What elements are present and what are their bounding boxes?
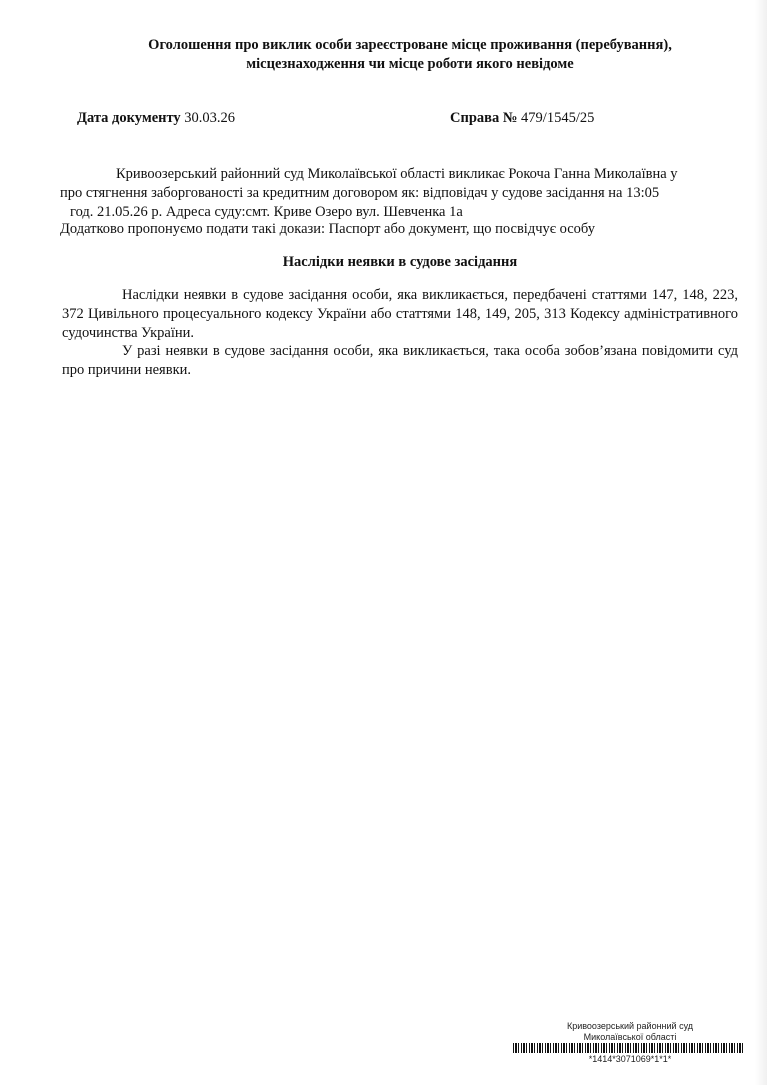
case-value: 479/1545/25 xyxy=(521,110,595,126)
barcode-text: *1414*3071069*1*1* xyxy=(588,1054,672,1064)
summons-line-1: Кривоозерський районний суд Миколаївської області викликає Рокоча Ганна Миколаївна у xyxy=(116,166,678,182)
case-label: Справа № xyxy=(450,110,518,126)
evidence-line: Додатково пропонуємо подати такі докази: Паспорт або документ, що посвідчує особу xyxy=(60,221,595,237)
consequences-heading: Наслідки неявки в судове засідання xyxy=(282,254,518,270)
barcode xyxy=(513,1043,745,1053)
court-stamp xyxy=(510,1021,750,1043)
document-title xyxy=(60,36,760,74)
consequences-paragraph-2: У разі неявки в судове засідання особи, яка викликається, така особа зобов’язана повідомити суд про причини неявки. xyxy=(62,343,738,378)
summons-paragraph xyxy=(60,165,740,222)
summons-line-3: год. 21.05.26 р. Адреса суду:смт. Криве Озеро вул. Шевченка 1а xyxy=(70,204,463,220)
scan-edge-shadow xyxy=(755,0,767,1085)
title-line-1: Оголошення про виклик особи зареєстроване місце проживання (перебування), xyxy=(148,37,672,53)
court-stamp-line-2: Миколаївської області xyxy=(583,1032,677,1042)
summons-line-2: про стягнення заборгованості за кредитним договором як: відповідач у судове засідання на 13:05 xyxy=(60,185,660,201)
court-stamp-line-1: Кривоозерський районний суд xyxy=(566,1021,694,1031)
consequences-paragraph-1: Наслідки неявки в судове засідання особи, яка викликається, передбачені статтями 147, 148, 223, 372 Цивільного процесуального кодексу України або статтями 148, 149, 205, 313 Кодексу адміністративного судочинства України. xyxy=(62,287,738,341)
case-number xyxy=(450,110,594,127)
date-value: 30.03.26 xyxy=(184,110,236,126)
title-line-2: місцезнаходження чи місце роботи якого невідоме xyxy=(246,56,574,72)
document-date xyxy=(77,110,235,127)
date-label: Дата документу xyxy=(77,110,181,126)
